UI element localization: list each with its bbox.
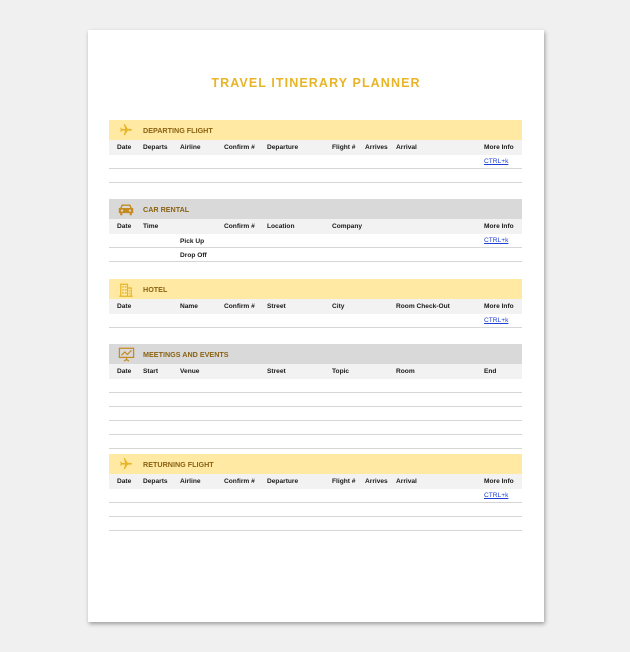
col-more-info: More Info bbox=[484, 303, 514, 310]
col-time: Time bbox=[143, 223, 159, 230]
column-header-row bbox=[109, 299, 522, 314]
col-room-checkout: Room Check-Out bbox=[396, 303, 450, 310]
col-confirm: Confirm # bbox=[224, 223, 255, 230]
col-arrives: Arrives bbox=[365, 144, 388, 151]
col-start: Start bbox=[143, 368, 159, 375]
col-departs: Departs bbox=[143, 478, 168, 485]
itinerary-page bbox=[88, 30, 544, 622]
entry-row bbox=[109, 234, 522, 248]
more-info-link[interactable]: CTRL+k bbox=[484, 317, 509, 324]
page-title: TRAVEL ITINERARY PLANNER bbox=[211, 76, 421, 90]
section-title: DEPARTING FLIGHT bbox=[143, 125, 213, 135]
col-arrival: Arrival bbox=[396, 478, 417, 485]
entry-row bbox=[109, 407, 522, 421]
section-title: MEETINGS AND EVENTS bbox=[143, 349, 229, 359]
hotel-section bbox=[109, 279, 522, 328]
col-more-info: More Info bbox=[484, 478, 514, 485]
col-date: Date bbox=[117, 144, 132, 151]
col-date: Date bbox=[117, 478, 132, 485]
col-company: Company bbox=[332, 223, 363, 230]
presentation-board-icon bbox=[109, 344, 143, 364]
col-arrival: Arrival bbox=[396, 144, 417, 151]
car-icon bbox=[109, 199, 143, 219]
col-street: Street bbox=[267, 368, 286, 375]
entry-row bbox=[109, 503, 522, 517]
section-title: HOTEL bbox=[143, 284, 168, 294]
meetings-events-section bbox=[109, 344, 522, 449]
section-title: CAR RENTAL bbox=[143, 204, 190, 214]
col-name: Name bbox=[180, 303, 198, 310]
returning-flight-header bbox=[109, 454, 522, 474]
more-info-link[interactable]: CTRL+k bbox=[484, 492, 509, 499]
column-header-row bbox=[109, 219, 522, 234]
col-departure: Departure bbox=[267, 478, 299, 485]
entry-row bbox=[109, 314, 522, 328]
col-street: Street bbox=[267, 303, 286, 310]
col-departure: Departure bbox=[267, 144, 299, 151]
col-date: Date bbox=[117, 303, 132, 310]
car-rental-section bbox=[109, 199, 522, 262]
entry-row bbox=[109, 248, 522, 262]
col-topic: Topic bbox=[332, 368, 350, 375]
departing-flight-header bbox=[109, 120, 522, 140]
col-date: Date bbox=[117, 368, 132, 375]
more-info-link[interactable]: CTRL+k bbox=[484, 158, 509, 165]
col-departs: Departs bbox=[143, 144, 168, 151]
col-room: Room bbox=[396, 368, 415, 375]
col-location: Location bbox=[267, 223, 295, 230]
meetings-events-header bbox=[109, 344, 522, 364]
entry-row bbox=[109, 489, 522, 503]
airplane-icon bbox=[109, 454, 143, 474]
col-flight: Flight # bbox=[332, 478, 356, 485]
col-flight: Flight # bbox=[332, 144, 356, 151]
col-confirm: Confirm # bbox=[224, 478, 255, 485]
col-end: End bbox=[484, 368, 497, 375]
departing-flight-section bbox=[109, 120, 522, 183]
entry-row bbox=[109, 379, 522, 393]
column-header-row bbox=[109, 364, 522, 379]
col-more-info: More Info bbox=[484, 144, 514, 151]
col-confirm: Confirm # bbox=[224, 144, 255, 151]
col-arrives: Arrives bbox=[365, 478, 388, 485]
entry-row bbox=[109, 155, 522, 169]
entry-row bbox=[109, 435, 522, 449]
col-city: City bbox=[332, 303, 345, 310]
entry-row bbox=[109, 517, 522, 531]
col-confirm: Confirm # bbox=[224, 303, 255, 310]
entry-row bbox=[109, 421, 522, 435]
section-title: RETURNING FLIGHT bbox=[143, 459, 214, 469]
pickup-label: Pick Up bbox=[180, 238, 205, 245]
col-venue: Venue bbox=[180, 368, 200, 375]
dropoff-label: Drop Off bbox=[180, 252, 207, 259]
returning-flight-section bbox=[109, 454, 522, 531]
entry-row bbox=[109, 393, 522, 407]
car-rental-header bbox=[109, 199, 522, 219]
col-airline: Airline bbox=[180, 144, 201, 151]
hotel-header bbox=[109, 279, 522, 299]
column-header-row bbox=[109, 474, 522, 489]
airplane-icon bbox=[109, 120, 143, 140]
col-date: Date bbox=[117, 223, 132, 230]
building-icon bbox=[109, 279, 143, 299]
more-info-link[interactable]: CTRL+k bbox=[484, 237, 509, 244]
column-header-row bbox=[109, 140, 522, 155]
entry-row bbox=[109, 169, 522, 183]
col-more-info: More Info bbox=[484, 223, 514, 230]
col-airline: Airline bbox=[180, 478, 201, 485]
